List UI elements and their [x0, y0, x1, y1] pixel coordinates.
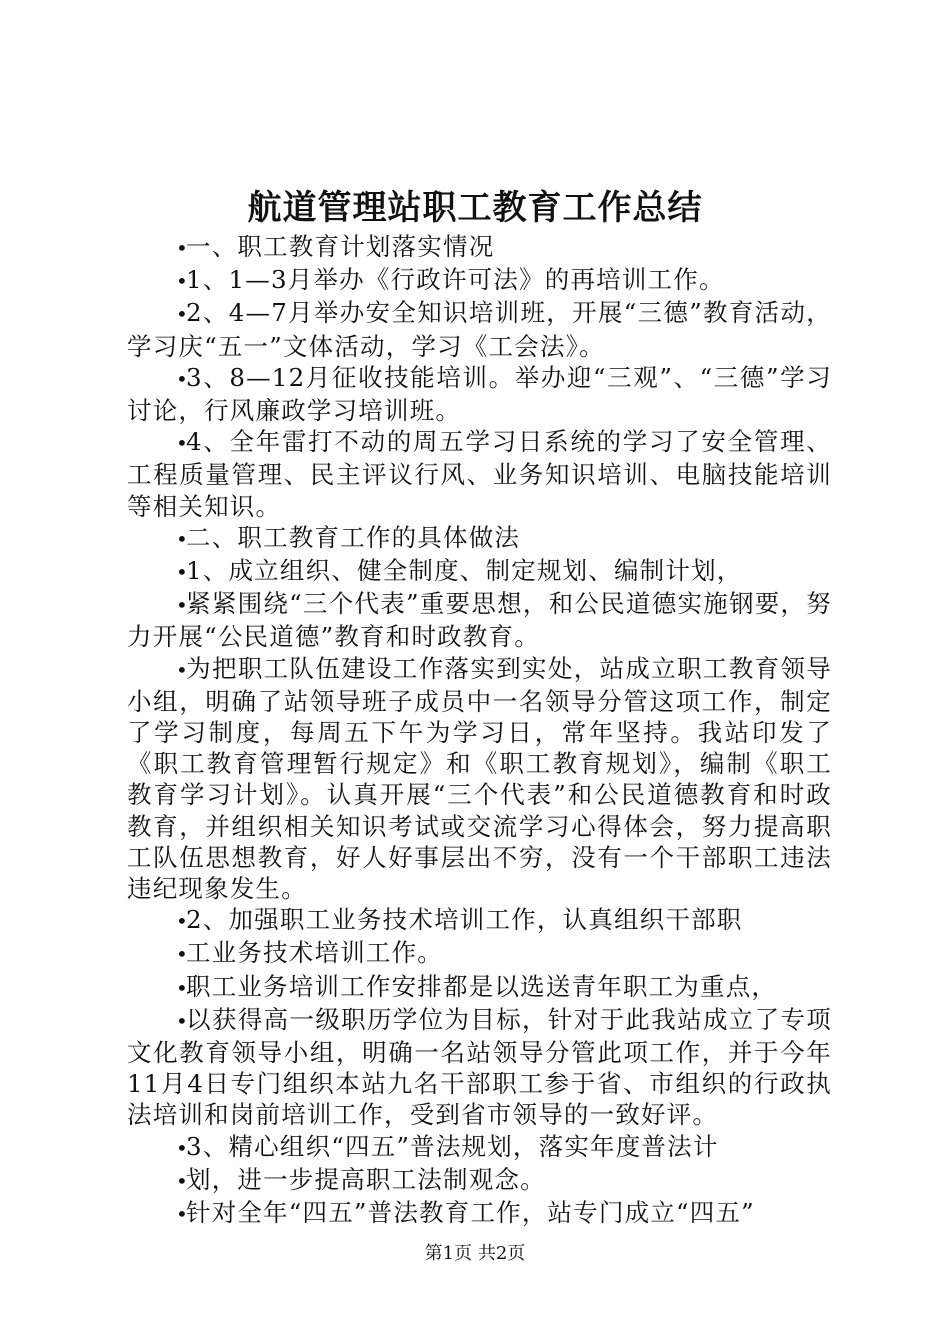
- paragraph-text: 以获得高一级职历学位为目标，针对于此我站成立了专项文化教育领导小组，明确一名站领导分管此项工作，并于今年11月4日专门组织本站九名干部职工参于省、市组织的行政执法培训和岗前培训工作，受到省市领导的一致好评。: [127, 1004, 832, 1130]
- paragraph-text: 3、精心组织“四五”普法规划，落实年度普法计: [186, 1131, 719, 1161]
- paragraph: [127, 1164, 832, 1197]
- bullet-icon: •: [176, 593, 189, 618]
- page-footer: 第1页 共2页: [424, 1243, 526, 1264]
- document-body: [127, 231, 832, 1230]
- document-title: 航道管理站职工教育工作总结: [247, 188, 703, 228]
- bullet-icon: •: [176, 236, 189, 260]
- paragraph: [127, 588, 832, 652]
- bullet-icon: •: [176, 1168, 189, 1193]
- bullet-icon: •: [176, 975, 189, 1000]
- paragraph-text: 二、职工教育工作的具体做法: [186, 522, 521, 552]
- bullet-icon: •: [176, 526, 189, 551]
- bullet-icon: •: [176, 366, 189, 391]
- paragraph: [127, 231, 832, 264]
- bullet-icon: •: [176, 657, 189, 682]
- paragraph-text: 职工业务培训工作安排都是以选送青年职工为重点，: [186, 971, 778, 1001]
- paragraph-text: 针对全年“四五”普法教育工作，站专门成立“四五”: [186, 1198, 755, 1228]
- paragraph: [127, 522, 832, 555]
- bullet-icon: •: [176, 909, 189, 934]
- paragraph: [127, 1131, 832, 1164]
- bullet-icon: •: [176, 1202, 189, 1227]
- paragraph: [127, 1197, 832, 1230]
- bullet-icon: •: [176, 1135, 189, 1160]
- paragraph: [127, 937, 832, 970]
- paragraph-text: 1、成立组织、健全制度、制定规划、编制计划，: [186, 556, 743, 586]
- paragraph-text: 3、8—12月征收技能培训。举办迎“三观”、“三德”学习讨论，行风廉政学习培训班。: [127, 362, 832, 426]
- paragraph-text: 工业务技术培训工作。: [186, 938, 443, 968]
- paragraph: [127, 555, 832, 588]
- paragraph: [127, 426, 832, 522]
- bullet-icon: •: [176, 431, 189, 456]
- paragraph-text: 1、1—3月举办《行政许可法》的再培训工作。: [186, 265, 725, 295]
- bullet-icon: •: [176, 1008, 189, 1033]
- paragraph: [127, 904, 832, 937]
- paragraph-text: 划，进一步提高职工法制观念。: [186, 1164, 546, 1194]
- paragraph-text: 2、加强职工业务技术培训工作，认真组织干部职: [186, 905, 743, 935]
- bullet-icon: •: [176, 269, 189, 294]
- paragraph: [127, 362, 832, 426]
- bullet-icon: •: [176, 942, 189, 967]
- paragraph: [127, 1004, 832, 1131]
- paragraph: [127, 971, 832, 1004]
- paragraph-text: 2、4—7月举办安全知识培训班，开展“三德”教育活动，学习庆“五一”文体活动，学习《工会法》。: [127, 298, 832, 361]
- paragraph-text: 一、职工教育计划落实情况: [186, 232, 495, 261]
- paragraph: [127, 297, 832, 361]
- bullet-icon: •: [176, 560, 189, 585]
- paragraph: [127, 264, 832, 297]
- paragraph-text: 4、全年雷打不动的周五学习日系统的学习了安全管理、工程质量管理、民主评议行风、业务知识培训、电脑技能培训等相关知识。: [127, 427, 832, 521]
- paragraph: [127, 653, 832, 905]
- paragraph-text: 紧紧围绕“三个代表”重要思想，和公民道德实施钢要，努力开展“公民道德”教育和时政教育。: [127, 589, 832, 652]
- paragraph-text: 为把职工队伍建设工作落实到实处，站成立职工教育领导小组，明确了站领导班子成员中一名领导分管这项工作，制定了学习制度，每周五下午为学习日，常年坚持。我站印发了《职工教育管理暂行规定》和《职工教育规划》，编制《职工教育学习计划》。认真开展“三个代表”和公民道德教育和时政教育，并组织相关知识考试或交流学习心得体会，努力提高职工队伍思想教育，好人好事层出不穷，没有一个干部职工违法违纪现象发生。: [127, 653, 832, 904]
- bullet-icon: •: [176, 302, 189, 327]
